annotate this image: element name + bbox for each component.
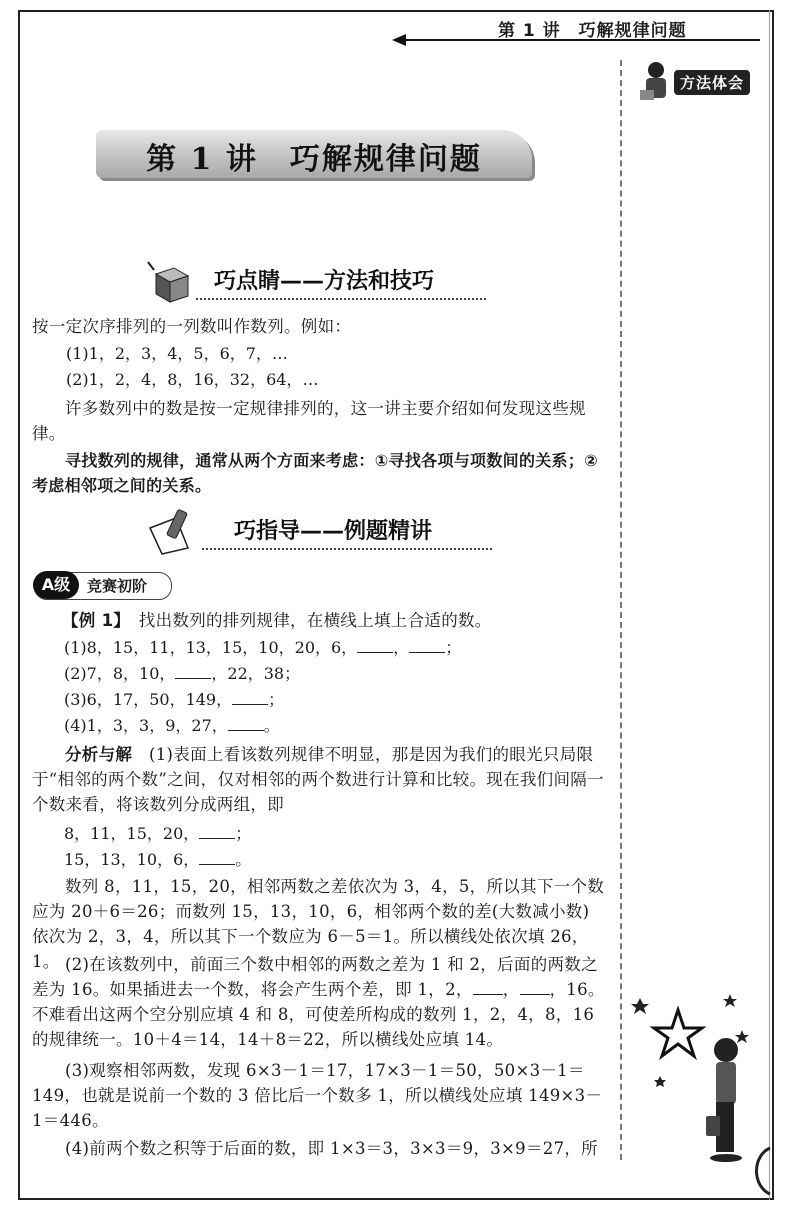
analysis-part-3: (3)观察相邻两数，发现 6×3－1＝17，17×3－1＝50，50×3－1＝149，也就是说前一个数的 3 倍比后一个数多 1，所以横线处应填 149×3－1＝446。 xyxy=(32,1061,603,1130)
question-2-end: ，22，38； xyxy=(211,664,301,683)
question-4-text: (4)1，3，3，9，27， xyxy=(64,716,228,735)
answer-blank xyxy=(199,848,235,865)
group-1-text: 8，11，15，20， xyxy=(64,824,200,843)
section-heading-examples xyxy=(146,508,496,558)
question-4-end: 。 xyxy=(263,716,280,735)
section-title-methods: 巧点睛——方法和技巧 xyxy=(214,269,435,294)
student-figure-icon xyxy=(638,60,674,104)
sidebar-badge xyxy=(634,60,770,106)
question-1-text: (1)8，15，11，13，15，10，20，6， xyxy=(64,638,358,657)
running-head-text: 第 1 讲 巧解规律问题 xyxy=(498,21,687,41)
example-prompt: 找出数列的排列规律，在横线上填上合适的数。 xyxy=(138,611,492,630)
answer-blank xyxy=(232,688,268,705)
running-head xyxy=(392,12,760,40)
group-2 xyxy=(64,848,251,872)
question-3 xyxy=(64,688,284,712)
answer-blank xyxy=(357,636,393,653)
analysis-text-1: (1)表面上看该数列规律不明显，那是因为我们的眼光只局限于“相邻的两个数”之间，仅对相邻的两个数进行计算和比较。现在我们间隔一个数来看，将该数列分成两组，即 xyxy=(32,745,604,814)
answer-blank xyxy=(473,978,503,995)
question-3-end: ； xyxy=(268,690,285,709)
section-heading-methods xyxy=(144,258,494,308)
page-edge xyxy=(769,10,776,1200)
answer-blank xyxy=(409,636,445,653)
level-text: 竞赛初阶 xyxy=(87,577,148,595)
group-2-text: 15，13，10，6， xyxy=(64,850,200,869)
analysis-part-2: (2)在该数列中，前面三个数中相邻的两数之差为 1 和 2，后面的两数之差为 16。如果插进去一个数，将会产生两个差，即 1，2， ， ，16。不难看出这两个空分别应填 4 和 8，可使差所构成的数列 1，2，4，8，16 的规律统一。10＋4＝14，14＋8＝22，所以横线处应填 14。 xyxy=(32,955,605,1049)
answer-blank xyxy=(175,662,211,679)
cube-icon xyxy=(144,258,192,306)
analysis-label: 分析与解 xyxy=(65,745,133,764)
sidebar-badge-label: 方法体会 xyxy=(674,70,750,95)
section-dots xyxy=(202,548,492,550)
level-badge: A级 xyxy=(33,571,79,599)
answer-blank xyxy=(520,978,550,995)
page-curl-icon xyxy=(748,1146,774,1196)
question-2 xyxy=(64,662,300,686)
margin-divider xyxy=(620,60,622,1160)
question-3-text: (3)6，17，50，149， xyxy=(64,690,233,709)
question-2-text: (2)7，8，10， xyxy=(64,664,176,683)
chapter-banner xyxy=(96,130,532,178)
answer-blank xyxy=(199,822,235,839)
intro-text: 按一定次序排列的一列数叫作数列。例如： xyxy=(32,317,352,336)
section-title-examples: 巧指导——例题精讲 xyxy=(234,519,433,544)
level-tag xyxy=(34,572,172,600)
paragraph-patterns: 许多数列中的数是按一定规律排列的，这一讲主要介绍如何发现这些规律。 xyxy=(32,399,586,443)
analysis-text-2b: ，16。不难看出这两个空分别应填 4 和 8，可使差所构成的数列 1，2，4，8，16 的规律统一。10＋4＝14，14＋8＝22，所以横线处应填 14。 xyxy=(32,980,605,1049)
analysis-part-1-solution: 数列 8，11，15，20，相邻两数之差依次为 3，4，5，所以其下一个数应为 20＋6＝26；而数列 15，13，10，6，相邻两个数的差(大数减小数)依次为 2，3，4，所以其下一个数应为 6－5＝1。所以横线处依次填 26，1。 xyxy=(32,877,605,971)
section-dots xyxy=(196,298,486,300)
question-1-end: ； xyxy=(445,638,462,657)
question-1: (1)8，15，11，13，15，10，20，6， ， ； xyxy=(64,638,462,657)
sequence-example-1: (1)1，2，3，4，5，6，7，… xyxy=(66,344,288,363)
analysis-part-4: (4)前两个数之积等于后面的数，即 1×3＝3，3×3＝9，3×9＝27，所 xyxy=(65,1139,598,1158)
group-2-end: 。 xyxy=(235,850,252,869)
analysis-text-2a: (2)在该数列中，前面三个数中相邻的两数之差为 1 和 2，后面的两数之差为 16。如果插进去一个数，将会产生两个差，即 1，2， xyxy=(32,955,598,999)
group-1 xyxy=(64,822,251,846)
answer-blank xyxy=(228,714,264,731)
group-1-end: ； xyxy=(235,824,252,843)
example-1-header xyxy=(62,608,606,633)
question-4 xyxy=(64,714,280,738)
example-label: 【例 1】 xyxy=(62,611,122,630)
sequence-example-2: (2)1，2，4，8，16，32，64，… xyxy=(66,370,319,389)
pencil-paper-icon xyxy=(146,508,194,556)
girl-with-star-illustration xyxy=(630,990,760,1170)
chapter-title: 第 1 讲 巧解规律问题 xyxy=(146,142,482,177)
analysis-part-1 xyxy=(32,742,606,817)
paragraph-method: 寻找数列的规律，通常从两个方面来考虑：①寻找各项与项数间的关系；②考虑相邻项之间的关系。 xyxy=(32,451,598,495)
